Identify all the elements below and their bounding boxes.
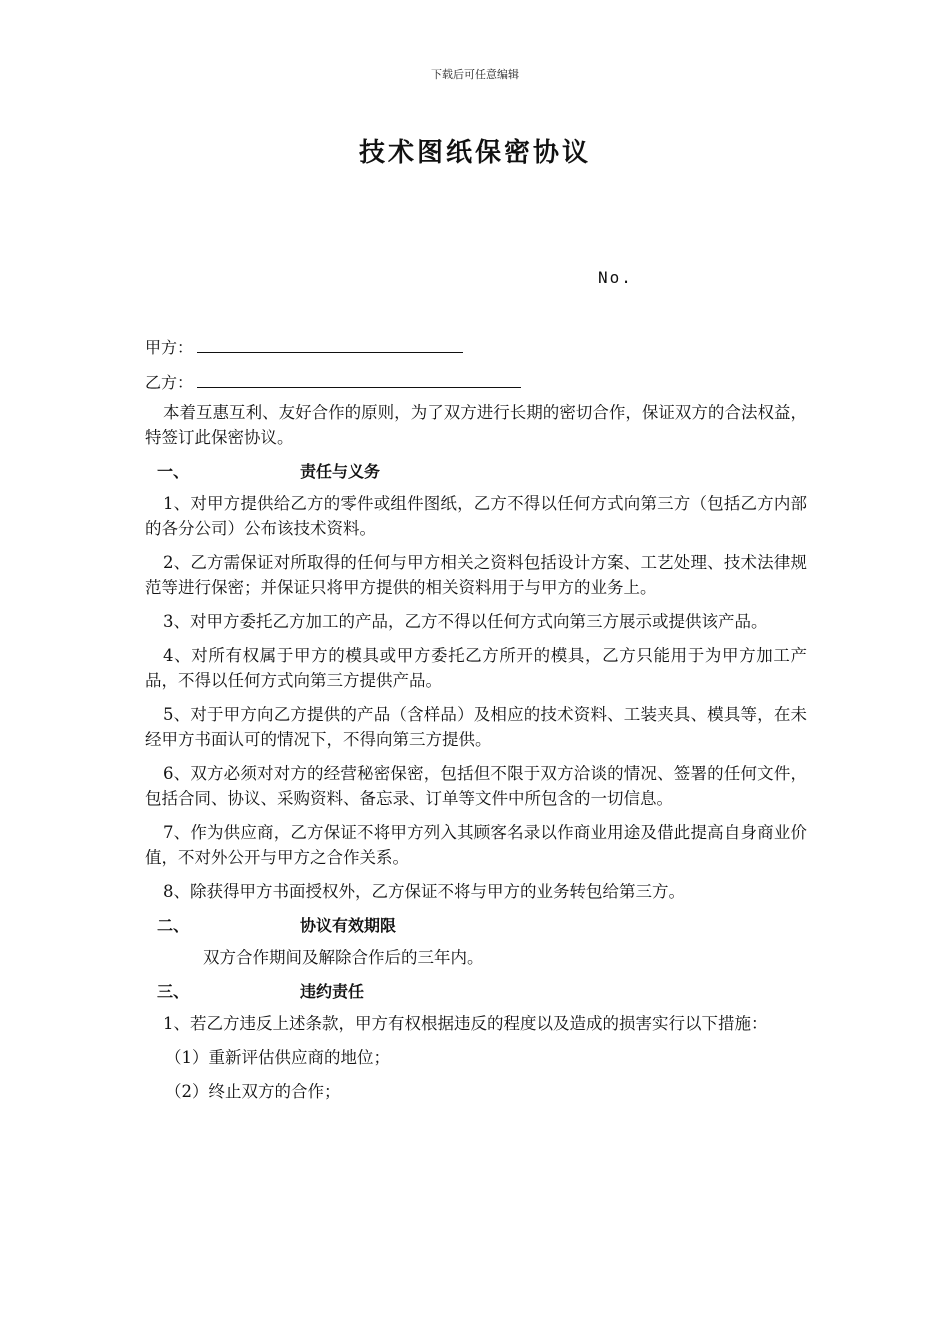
clause-5: 5、对于甲方向乙方提供的产品（含样品）及相应的技术资料、工装夹具、模具等，在未经甲方书面认可的情况下，不得向第三方提供。: [145, 705, 807, 749]
intro-paragraph: 本着互惠互利、友好合作的原则，为了双方进行长期的密切合作，保证双方的合法权益，特签订此保密协议。: [145, 403, 807, 447]
section-title: 违约责任: [300, 982, 365, 1001]
party-a-blank: [197, 334, 463, 353]
clause-1: 1、对甲方提供给乙方的零件或组件图纸，乙方不得以任何方式向第三方（包括乙方内部的各分公司）公布该技术资料。: [145, 494, 807, 538]
clause-7: 7、作为供应商，乙方保证不将甲方列入其顾客名录以作商业用途及借此提高自身商业价值，不对外公开与甲方之合作关系。: [145, 823, 807, 867]
clause-3: 3、对甲方委托乙方加工的产品，乙方不得以任何方式向第三方展示或提供该产品。: [163, 612, 768, 631]
section-heading-3: [145, 979, 807, 1004]
header-note: 下载后可任意编辑: [431, 68, 519, 81]
section-heading-2: [145, 913, 807, 938]
section-title: 责任与义务: [300, 462, 381, 481]
section-number: 一、: [157, 462, 190, 481]
section-number: 三、: [157, 982, 190, 1001]
party-b-row: [145, 369, 521, 391]
section-title: 协议有效期限: [300, 916, 397, 935]
measure-2: （2）终止双方的合作；: [165, 1082, 341, 1101]
document-title: 技术图纸保密协议: [358, 138, 591, 168]
clause-2: 2、乙方需保证对所取得的任何与甲方相关之资料包括设计方案、工艺处理、技术法律规范等进行保密；并保证只将甲方提供的相关资料用于与甲方的业务上。: [145, 553, 807, 597]
section-heading-1: [145, 459, 807, 484]
breach-intro: 1、若乙方违反上述条款，甲方有权根据违反的程度以及造成的损害实行以下措施：: [163, 1014, 768, 1033]
party-b-label: 乙方：: [145, 373, 194, 392]
party-a-label: 甲方：: [145, 338, 194, 357]
document-number: No.: [598, 268, 633, 287]
clause-8: 8、除获得甲方书面授权外，乙方保证不将与甲方的业务转包给第三方。: [163, 882, 685, 901]
section-number: 二、: [157, 916, 190, 935]
clause-6: 6、双方必须对对方的经营秘密保密，包括但不限于双方洽谈的情况、签署的任何文件，包括合同、协议、采购资料、备忘录、订单等文件中所包含的一切信息。: [145, 764, 807, 808]
validity-text: 双方合作期间及解除合作后的三年内。: [203, 948, 484, 967]
clause-4: 4、对所有权属于甲方的模具或甲方委托乙方所开的模具，乙方只能用于为甲方加工产品，不得以任何方式向第三方提供产品。: [145, 646, 807, 690]
measure-1: （1）重新评估供应商的地位；: [165, 1048, 390, 1067]
document-body: [145, 400, 807, 1113]
party-a-row: [145, 334, 463, 356]
party-b-blank: [197, 369, 521, 388]
